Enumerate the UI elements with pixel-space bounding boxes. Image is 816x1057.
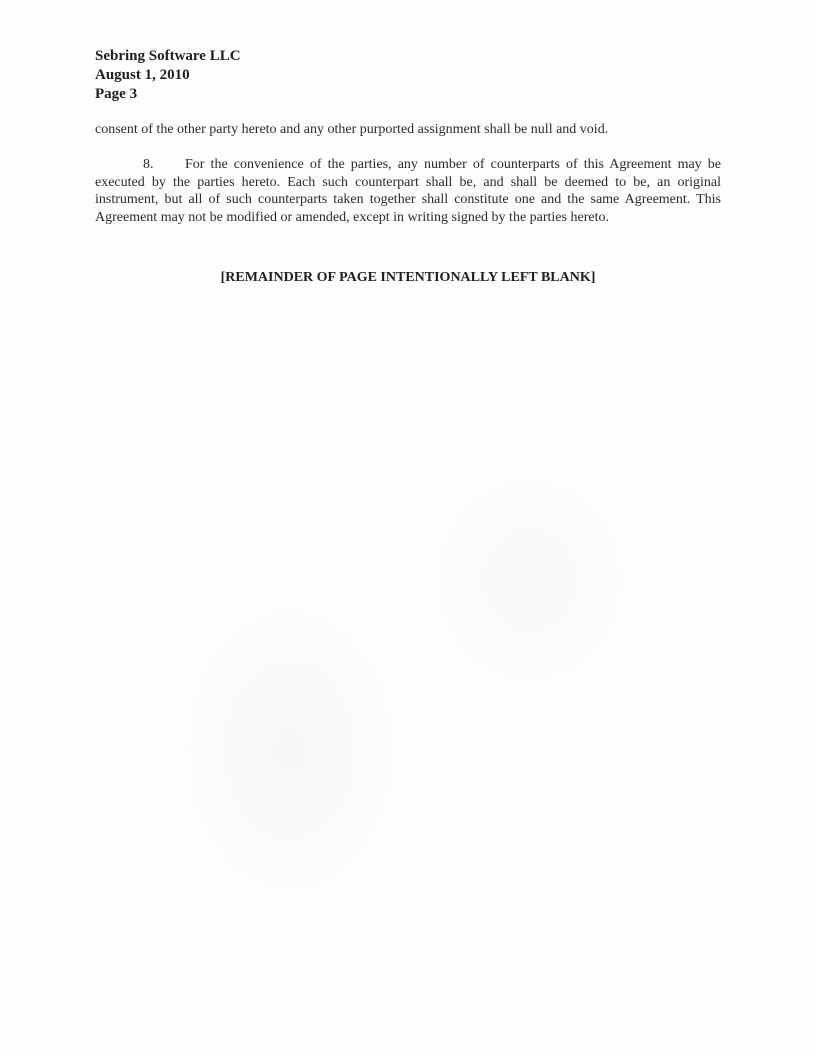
page-number: Page 3 <box>95 86 138 102</box>
scan-shading <box>430 470 630 690</box>
section-8-paragraph <box>95 156 721 226</box>
company-name: Sebring Software LLC <box>95 48 241 64</box>
section-number: 8. <box>143 157 154 172</box>
section-text: For the convenience of the parties, any number of counterparts of this Agreement may be executed by the parties hereto. Each such counterpart shall be, and shall be deemed to be, an original instrument, but all of such counterparts taken together shall constitute one and the same Agreement. This Agreement may not be modified or amended, except in writing signed by the parties hereto. <box>95 157 721 225</box>
letter-date: August 1, 2010 <box>95 67 190 83</box>
letter-header <box>95 47 241 104</box>
paragraph-continuation: consent of the other party hereto and any other purported assignment shall be null and void. <box>95 122 609 137</box>
blank-page-notice: [REMAINDER OF PAGE INTENTIONALLY LEFT BLANK] <box>220 270 596 285</box>
scan-shading <box>180 600 400 900</box>
